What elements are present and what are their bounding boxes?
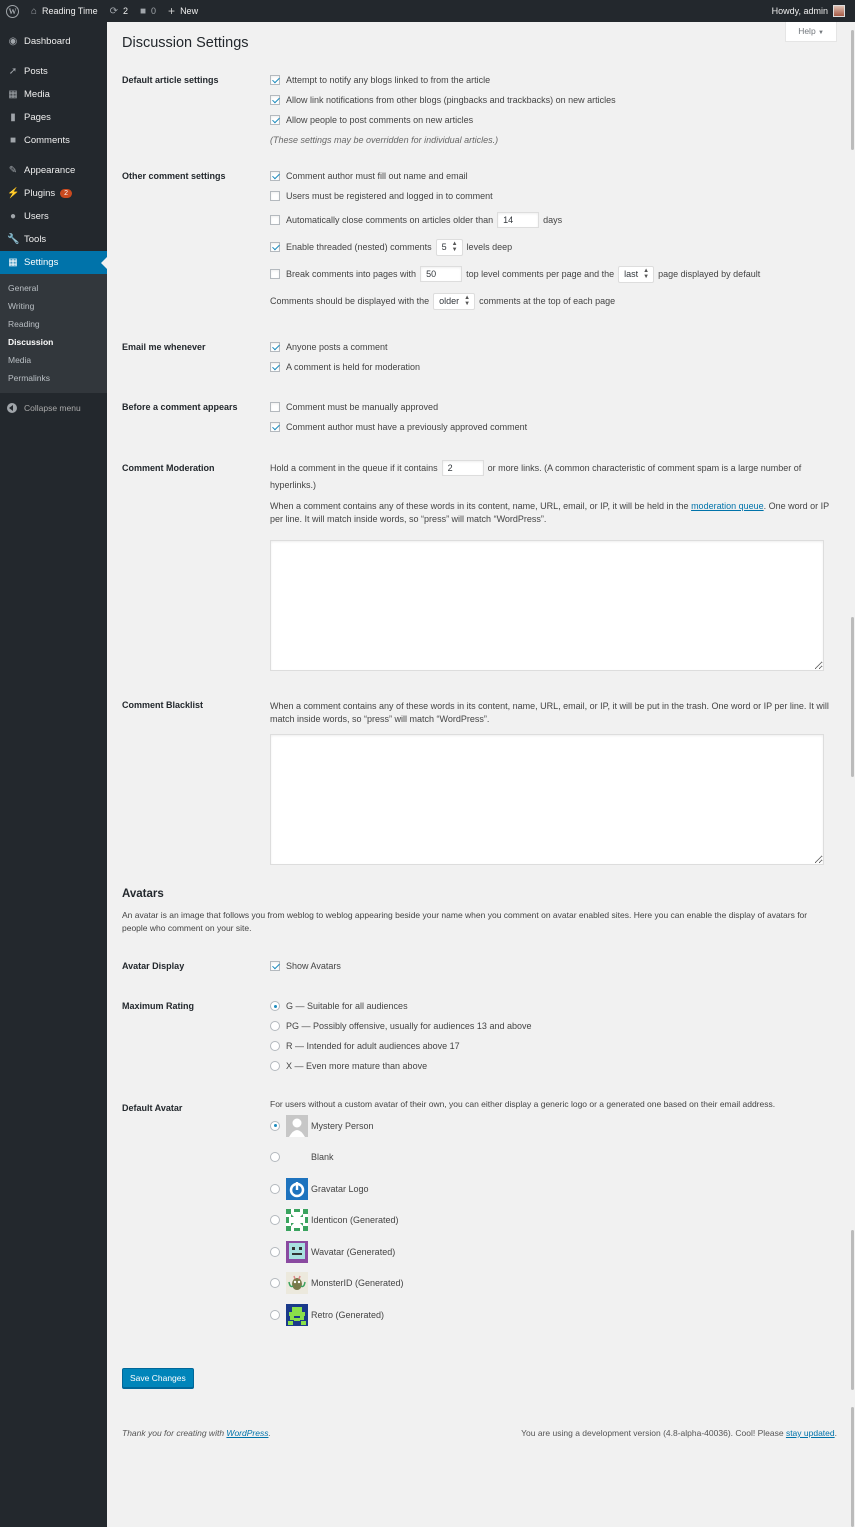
comment-icon: ■ xyxy=(9,135,17,146)
select-value: last xyxy=(624,269,639,279)
option-label: Enable threaded (nested) comments xyxy=(286,242,432,252)
select-arrows-icon: ▲ ▼ xyxy=(451,241,458,253)
footer-text: . xyxy=(268,1428,271,1438)
site-name: Reading Time xyxy=(42,6,98,16)
sidebar-item-appearance[interactable] xyxy=(0,159,107,182)
footer-text: Thank you for creating with xyxy=(122,1428,227,1438)
notify-blogs-checkbox[interactable] xyxy=(270,75,280,85)
rating-pg-option[interactable] xyxy=(270,1016,830,1036)
submenu-media[interactable]: Media xyxy=(8,355,32,365)
rating-x-option[interactable] xyxy=(270,1056,830,1076)
mystery-person-icon xyxy=(286,1115,308,1137)
option-label: A comment is held for moderation xyxy=(286,362,421,372)
email-on-comment-checkbox[interactable] xyxy=(270,342,280,352)
updates-link[interactable] xyxy=(104,0,134,22)
comment-order-option xyxy=(270,288,830,314)
retro-icon xyxy=(286,1304,308,1326)
option-label: Identicon (Generated) xyxy=(311,1215,399,1225)
new-content-link[interactable] xyxy=(162,0,204,22)
user-avatar xyxy=(833,5,845,17)
email-on-comment-option[interactable] xyxy=(270,337,830,357)
default-avatar-description: For users without a custom avatar of their own, you can either display a generic logo or a generated one based on their email address. xyxy=(270,1099,776,1109)
avatars-section xyxy=(122,888,837,935)
option-label: Allow people to post comments on new articles xyxy=(286,115,474,125)
identicon-icon xyxy=(286,1209,308,1231)
submenu-permalinks[interactable]: Permalinks xyxy=(8,373,51,383)
moderation-queue-link[interactable]: moderation queue xyxy=(691,501,764,511)
option-label: Anyone posts a comment xyxy=(286,342,388,352)
page-scrollbar[interactable] xyxy=(851,22,855,1527)
option-label: Mystery Person xyxy=(311,1120,374,1131)
option-label: top level comments per page and the xyxy=(466,269,615,279)
email-on-moderation-option[interactable] xyxy=(270,357,830,377)
settings-submenu xyxy=(0,274,107,393)
pin-icon: ➚ xyxy=(8,66,18,77)
before-comment-appears-label: Before a comment appears xyxy=(122,402,238,412)
sidebar-item-label: Settings xyxy=(24,257,59,268)
rating-g-option[interactable] xyxy=(270,996,830,1016)
option-label: Comments should be displayed with the xyxy=(270,296,430,306)
close-days-input[interactable]: 14 xyxy=(497,212,539,228)
thread-depth-select[interactable] xyxy=(436,239,463,256)
sidebar-item-label: Comments xyxy=(24,135,70,146)
option-label: Break comments into pages with xyxy=(286,269,417,279)
moderation-keys-textarea[interactable] xyxy=(270,540,824,671)
footer-version xyxy=(521,1428,837,1438)
footer-text: You are using a development version (4.8-alpha-40036). Cool! Please xyxy=(521,1428,786,1438)
sidebar-item-tools[interactable] xyxy=(0,228,107,251)
select-value: older xyxy=(439,296,460,306)
user-icon: ● xyxy=(9,211,17,222)
media-icon: ▦ xyxy=(8,89,18,100)
email-on-moderation-checkbox[interactable] xyxy=(270,362,280,372)
rating-r-radio[interactable] xyxy=(270,1041,280,1051)
allow-comments-checkbox[interactable] xyxy=(270,115,280,125)
plugins-update-badge: 2 xyxy=(60,189,72,198)
sidebar-item-users[interactable] xyxy=(0,205,107,228)
avatar-monsterid-radio[interactable] xyxy=(270,1278,280,1288)
pingbacks-checkbox[interactable] xyxy=(270,95,280,105)
option-label: Automatically close comments on articles older than xyxy=(286,215,494,225)
sidebar-item-media[interactable] xyxy=(0,83,107,106)
default-page-select[interactable] xyxy=(618,266,654,283)
sidebar-item-plugins[interactable] xyxy=(0,182,107,205)
option-label: Gravatar Logo xyxy=(311,1183,369,1194)
option-label: levels deep xyxy=(466,242,513,252)
avatar-monsterid-option[interactable] xyxy=(270,1267,830,1299)
help-label: Help xyxy=(798,26,816,36)
admin-sidebar xyxy=(0,22,107,1527)
comment-blacklist-label: Comment Blacklist xyxy=(122,700,204,710)
override-note: (These settings may be overridden for individual articles.) xyxy=(270,135,499,145)
show-avatars-option[interactable] xyxy=(270,956,830,976)
threaded-comments-option xyxy=(270,234,830,260)
greeting: Howdy, admin xyxy=(771,6,828,16)
avatar-gravatar-radio[interactable] xyxy=(270,1184,280,1194)
comment-moderation-label: Comment Moderation xyxy=(122,463,215,473)
my-account-link[interactable] xyxy=(766,0,855,22)
option-label: Comment author must have a previously approved comment xyxy=(286,422,528,432)
wordpress-logo-button[interactable] xyxy=(0,0,25,22)
previously-approved-option[interactable] xyxy=(270,417,830,437)
help-tab-button[interactable] xyxy=(785,22,837,42)
updates-count: 2 xyxy=(122,6,128,16)
wrench-icon: 🔧 xyxy=(7,234,20,245)
avatar-gravatar-option[interactable] xyxy=(270,1173,830,1204)
collapse-arrow-icon xyxy=(7,403,17,413)
scrollbar-thumb[interactable] xyxy=(851,30,854,150)
avatar-blank-option[interactable] xyxy=(270,1141,830,1173)
close-comments-checkbox[interactable] xyxy=(270,215,280,225)
wordpress-logo-icon: W xyxy=(6,5,19,18)
gravatar-logo-icon xyxy=(286,1178,308,1200)
other-comment-settings-label: Other comment settings xyxy=(122,171,226,181)
close-comments-option xyxy=(270,206,830,234)
default-article-settings-label: Default article settings xyxy=(122,75,219,85)
moderation-links-text: Hold a comment in the queue if it contains xyxy=(270,463,438,473)
sidebar-item-label: Tools xyxy=(24,234,47,245)
pages-icon: ▮ xyxy=(10,112,16,123)
rating-pg-radio[interactable] xyxy=(270,1021,280,1031)
option-label: G — Suitable for all audiences xyxy=(286,1001,408,1011)
submenu-reading[interactable]: Reading xyxy=(8,319,40,329)
registration-checkbox[interactable] xyxy=(270,191,280,201)
avatar-retro-option[interactable] xyxy=(270,1299,830,1330)
site-name-link[interactable] xyxy=(25,0,104,22)
option-label: PG — Possibly offensive, usually for audiences 13 and above xyxy=(286,1021,532,1031)
paged-comments-checkbox[interactable] xyxy=(270,269,280,279)
submenu-general[interactable]: General xyxy=(8,283,39,293)
collapse-menu-button[interactable] xyxy=(0,397,107,419)
plug-icon: ⚡ xyxy=(7,188,20,199)
maximum-rating-label: Maximum Rating xyxy=(122,1001,195,1011)
select-value: 5 xyxy=(441,242,447,252)
blacklist-description: When a comment contains any of these words in its content, name, URL, email, or IP, it will be put in the trash. One word or IP per line. It will match inside words, so “press” will match “WordPress”. xyxy=(270,701,829,724)
option-label: Wavatar (Generated) xyxy=(311,1246,396,1257)
paged-comments-option xyxy=(270,260,830,288)
page-title: Discussion Settings xyxy=(122,35,249,51)
sidebar-item-label: Plugins xyxy=(24,188,56,199)
sidebar-item-comments[interactable] xyxy=(0,129,107,152)
wordpress-link[interactable]: WordPress xyxy=(226,1428,269,1438)
updates-icon: ⟳ xyxy=(109,5,118,17)
comments-link[interactable] xyxy=(134,0,162,22)
brush-icon: ✎ xyxy=(8,165,18,176)
avatar-wavatar-radio[interactable] xyxy=(270,1247,280,1257)
sidebar-item-label: Dashboard xyxy=(24,36,71,47)
avatar-identicon-option[interactable] xyxy=(270,1204,830,1236)
option-label: MonsterID (Generated) xyxy=(311,1278,404,1288)
dashboard-icon: ◉ xyxy=(8,36,18,47)
comment-order-select[interactable] xyxy=(433,293,475,310)
require-name-email-checkbox[interactable] xyxy=(270,171,280,181)
blacklist-keys-textarea[interactable] xyxy=(270,734,824,865)
stay-updated-link[interactable]: stay updated xyxy=(785,1428,835,1438)
sidebar-item-label: Media xyxy=(24,89,50,100)
description-text: . One word or IP per line. It will match inside words, so “press” will match “WordPress”. xyxy=(270,501,829,524)
avatar-blank-radio[interactable] xyxy=(270,1152,280,1162)
option-label: days xyxy=(543,215,563,225)
settings-icon: ▦ xyxy=(8,257,18,268)
blank-avatar-icon xyxy=(286,1146,308,1168)
moderation-links-input[interactable]: 2 xyxy=(442,460,484,476)
submenu-discussion[interactable]: Discussion xyxy=(8,337,54,347)
collapse-menu-label: Collapse menu xyxy=(24,403,81,413)
comments-count: 0 xyxy=(151,6,157,16)
footer-text: . xyxy=(834,1428,837,1438)
option-label: Retro (Generated) xyxy=(311,1309,385,1320)
home-icon: ⌂ xyxy=(31,5,38,17)
avatar-identicon-radio[interactable] xyxy=(270,1215,280,1225)
email-me-label: Email me whenever xyxy=(122,342,206,352)
option-label: Comment must be manually approved xyxy=(286,402,439,412)
avatars-heading: Avatars xyxy=(122,888,164,900)
submenu-writing[interactable]: Writing xyxy=(8,301,35,311)
sidebar-item-label: Appearance xyxy=(24,165,76,176)
moderation-links-text: or more links. (A common characteristic of comment spam is a large number of hyperlinks.) xyxy=(270,463,802,490)
sidebar-item-label: Posts xyxy=(24,66,48,77)
sidebar-item-posts[interactable] xyxy=(0,60,107,83)
moderation-keys-description xyxy=(270,500,830,526)
threaded-comments-checkbox[interactable] xyxy=(270,242,280,252)
avatar-retro-radio[interactable] xyxy=(270,1310,280,1320)
scrollbar-thumb[interactable] xyxy=(851,1407,854,1527)
comments-per-page-input[interactable]: 50 xyxy=(420,266,462,282)
new-label: New xyxy=(180,6,199,16)
footer-thanks xyxy=(122,1428,271,1438)
option-label: comments at the top of each page xyxy=(479,296,616,306)
show-avatars-checkbox[interactable] xyxy=(270,961,280,971)
caret-down-icon: ▼ xyxy=(818,30,824,36)
option-label: R — Intended for adult audiences above 17 xyxy=(286,1041,460,1051)
description-text: When a comment contains any of these words in its content, name, URL, email, or IP, it will be held in the xyxy=(270,501,689,511)
rating-g-radio[interactable] xyxy=(270,1001,280,1011)
sidebar-item-pages[interactable] xyxy=(0,106,107,129)
avatars-intro: An avatar is an image that follows you from weblog to weblog appearing beside your name when you comment on avatar enabled sites. Here you can enable the display of avatars for people who comment on your site. xyxy=(122,910,808,933)
avatar-display-label: Avatar Display xyxy=(122,961,185,971)
option-label: Comment author must fill out name and email xyxy=(286,171,468,181)
option-label: Allow link notifications from other blogs (pingbacks and trackbacks) on new articles xyxy=(286,95,616,105)
require-name-email-option[interactable] xyxy=(270,166,830,186)
plus-icon: + xyxy=(168,4,176,18)
option-label: page displayed by default xyxy=(658,269,761,279)
manual-approval-checkbox[interactable] xyxy=(270,402,280,412)
sidebar-item-settings[interactable] xyxy=(0,251,107,274)
option-label: Show Avatars xyxy=(286,961,341,971)
save-changes-button[interactable]: Save Changes xyxy=(122,1368,194,1388)
rating-x-radio[interactable] xyxy=(270,1061,280,1071)
sidebar-item-label: Users xyxy=(24,211,49,222)
default-avatar-label: Default Avatar xyxy=(122,1103,183,1113)
allow-comments-option[interactable] xyxy=(270,110,830,130)
sidebar-item-dashboard[interactable] xyxy=(0,30,107,53)
comment-bubble-icon: ■ xyxy=(139,5,147,17)
scrollbar-thumb[interactable] xyxy=(851,1230,854,1390)
scrollbar-thumb[interactable] xyxy=(851,617,854,777)
avatar-mystery-radio[interactable] xyxy=(270,1121,280,1131)
notify-blogs-option[interactable] xyxy=(270,70,830,90)
avatar-wavatar-option[interactable] xyxy=(270,1236,830,1267)
sidebar-item-label: Pages xyxy=(24,112,51,123)
option-label: Blank xyxy=(311,1152,334,1162)
option-label: X — Even more mature than above xyxy=(286,1061,428,1071)
avatar-mystery-option[interactable] xyxy=(270,1110,830,1141)
pingbacks-option[interactable] xyxy=(270,90,830,110)
option-label: Users must be registered and logged in to comment xyxy=(286,191,493,201)
select-arrows-icon: ▲ ▼ xyxy=(643,268,650,280)
select-arrows-icon: ▲ ▼ xyxy=(464,295,471,307)
option-label: Attempt to notify any blogs linked to from the article xyxy=(286,75,491,85)
rating-r-option[interactable] xyxy=(270,1036,830,1056)
wavatar-icon xyxy=(286,1241,308,1263)
admin-bar xyxy=(0,0,855,22)
manual-approval-option[interactable] xyxy=(270,397,830,417)
registration-option[interactable] xyxy=(270,186,830,206)
monsterid-icon xyxy=(286,1272,308,1294)
previously-approved-checkbox[interactable] xyxy=(270,422,280,432)
